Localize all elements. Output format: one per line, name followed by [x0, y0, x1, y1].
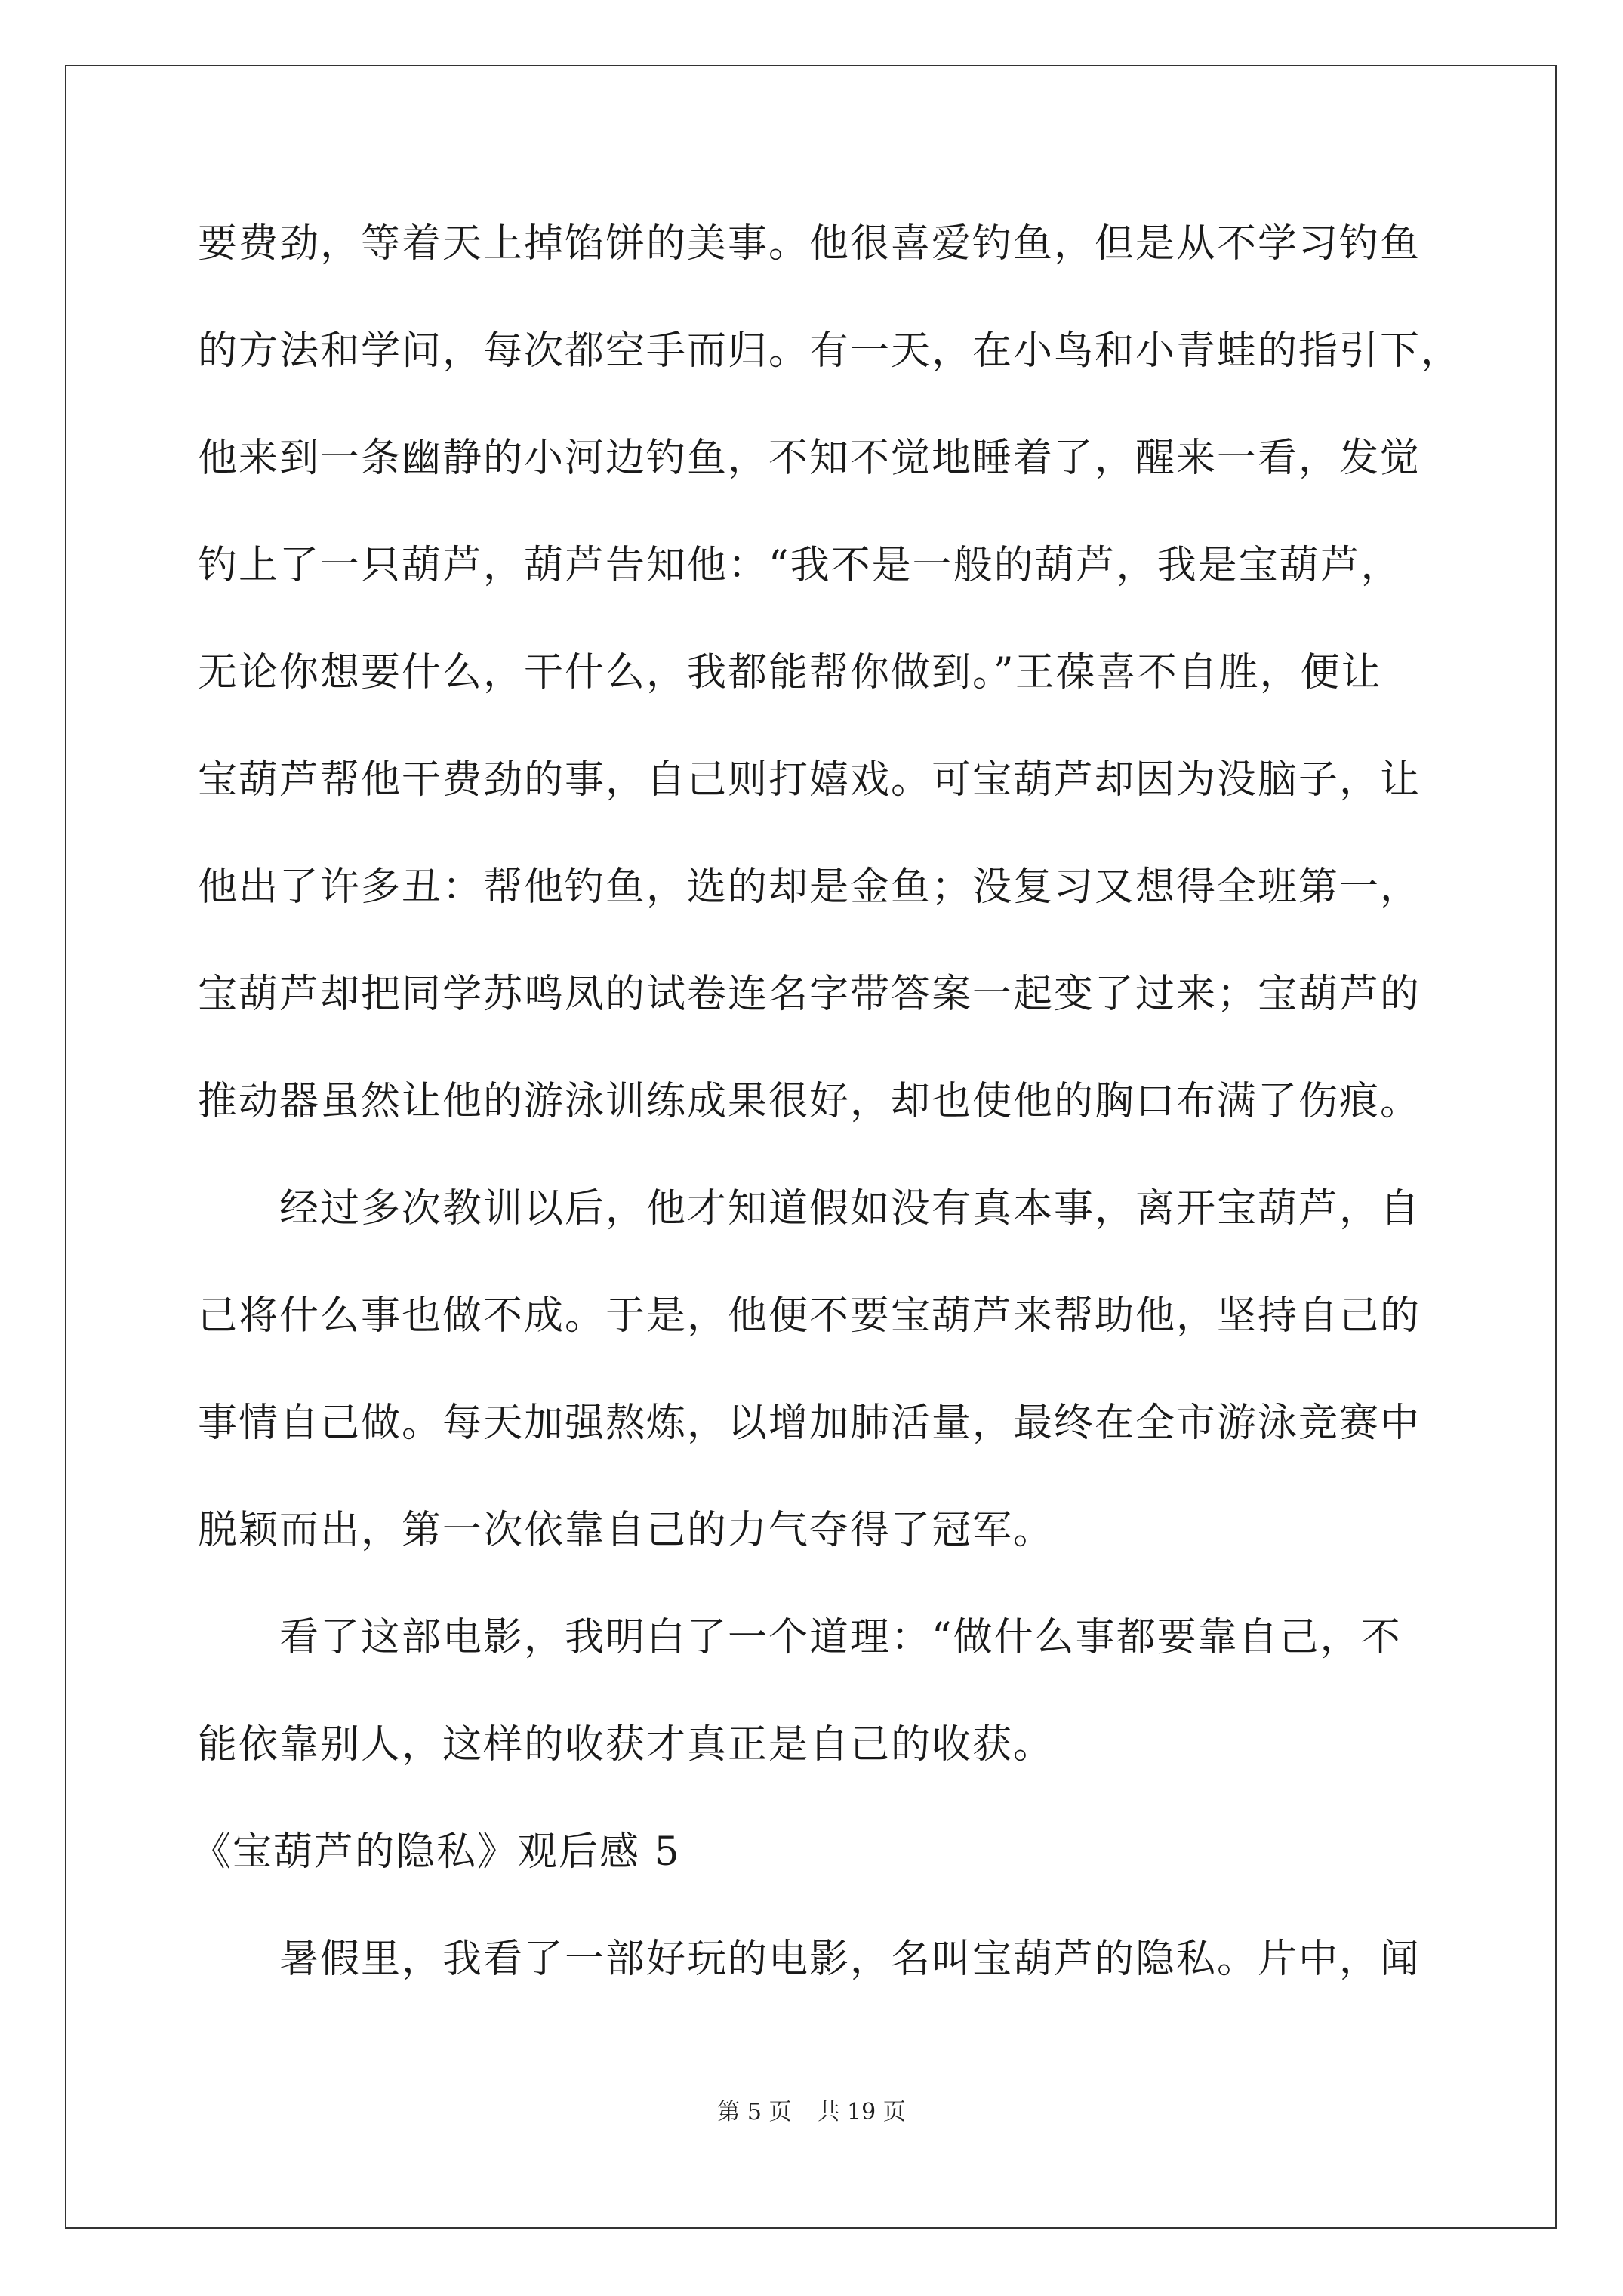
text-line: 能依靠别人，这样的收获才真正是自己的收获。 [198, 1722, 1055, 1767]
text-line: 看了这部电影，我明白了一个道理：“做什么事都要靠自己，不 [279, 1615, 1402, 1660]
text-line: 的方法和学问，每次都空手而归。有一天，在小鸟和小青蛙的指引下， [198, 328, 1462, 374]
text-line: 要费劲，等着天上掉馅饼的美事。他很喜爱钓鱼，但是从不学习钓鱼 [198, 221, 1421, 267]
section-title-text: 《宝葫芦的隐私》观后感 5 [192, 1829, 681, 1875]
page-total: 共 19 页 [817, 2099, 906, 2125]
text-line: 宝葫芦帮他干费劲的事，自己则打嬉戏。可宝葫芦却因为没脑子，让 [198, 757, 1421, 803]
page-footer [0, 2099, 1623, 2126]
paragraph [198, 1182, 1436, 1557]
text-line: 钓上了一只葫芦，葫芦告知他：“我不是一般的葫芦，我是宝葫芦， [198, 543, 1402, 588]
text-line: 无论你想要什么，干什么，我都能帮你做到。”王葆喜不自胜，便让 [198, 650, 1382, 695]
page-number: 第 5 页 [717, 2099, 792, 2125]
paragraph [198, 217, 1462, 1128]
text-line: 事情自己做。每天加强熬炼，以增加肺活量，最终在全市游泳竞赛中 [198, 1401, 1421, 1446]
paragraph [198, 1611, 1436, 1771]
text-line: 推动器虽然让他的游泳训练成果很好，却也使他的胸口布满了伤痕。 [198, 1079, 1421, 1124]
text-line: 经过多次教训以后，他才知道假如没有真本事，离开宝葫芦，自 [279, 1186, 1421, 1231]
text-line: 暑假里，我看了一部好玩的电影，名叫宝葫芦的隐私。片中，闻 [279, 1937, 1421, 1982]
section-title [192, 1826, 1436, 1878]
document-body [192, 217, 1462, 1986]
text-line: 宝葫芦却把同学苏鸣凤的试卷连名字带答案一起变了过来；宝葫芦的 [198, 972, 1421, 1017]
paragraph [198, 1933, 1436, 1986]
text-line: 己将什么事也做不成。于是，他便不要宝葫芦来帮助他，坚持自己的 [198, 1293, 1421, 1339]
text-line: 他来到一条幽静的小河边钓鱼，不知不觉地睡着了，醒来一看，发觉 [198, 436, 1421, 481]
text-line: 脱颖而出，第一次依靠自己的力气夺得了冠军。 [198, 1508, 1055, 1553]
text-line: 他出了许多丑：帮他钓鱼，选的却是金鱼；没复习又想得全班第一， [198, 864, 1421, 910]
